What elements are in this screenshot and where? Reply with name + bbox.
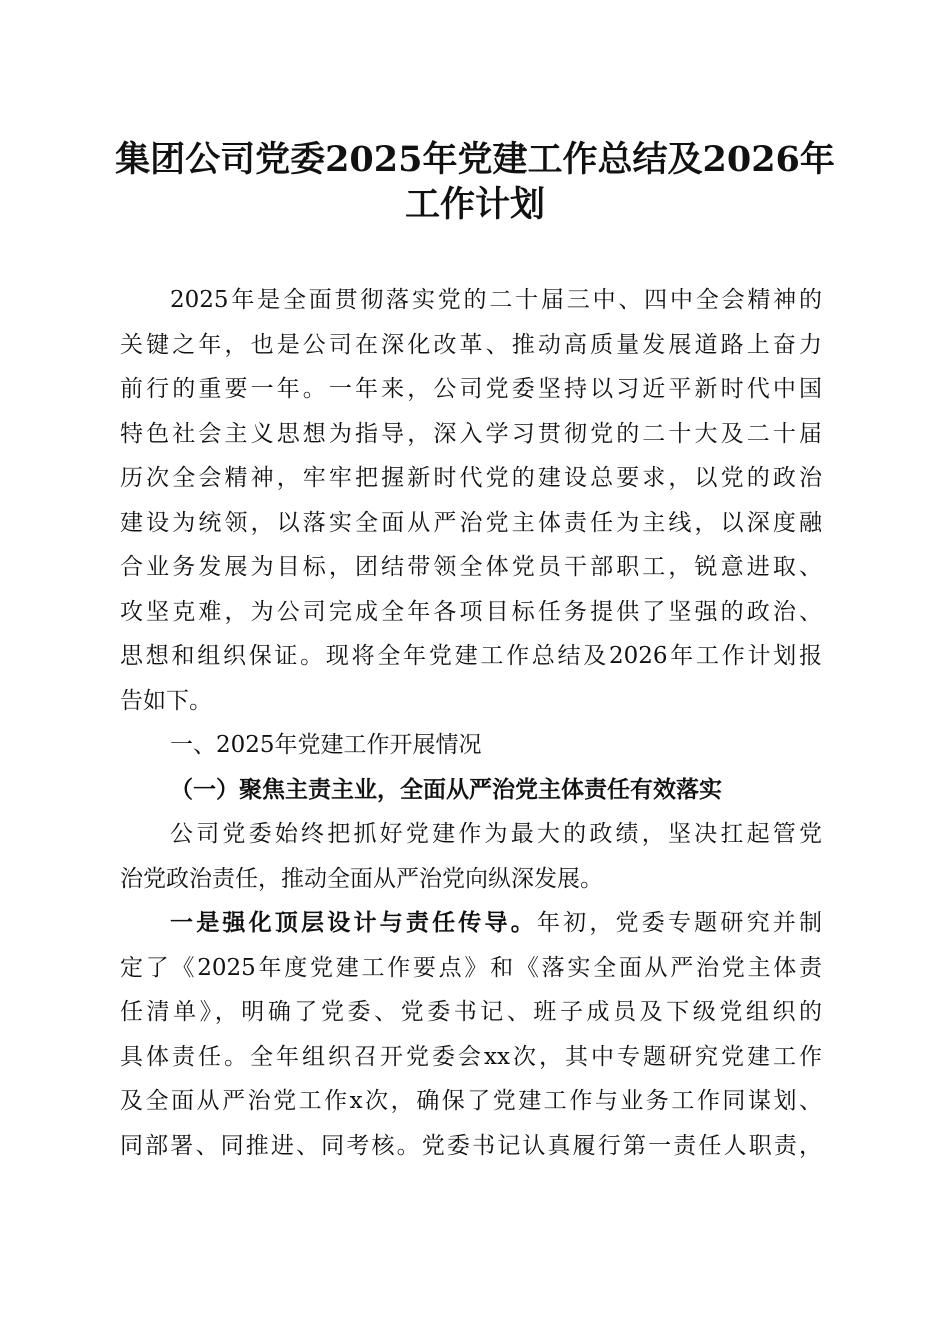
text-line: 同部署、同推进、同考核。党委书记认真履行第一责任人职责， — [120, 1132, 822, 1159]
text-line: 关键之年，也是公司在深化改革、推动高质量发展道路上奋力 — [120, 331, 822, 358]
intro-paragraph — [120, 278, 822, 723]
text-line: 特色社会主义思想为指导，深入学习贯彻党的二十大及二十届 — [120, 420, 822, 447]
text-line: 公司党委始终把抓好党建作为最大的政绩，坚决扛起管党 — [170, 821, 822, 847]
text-line: 任清单》，明确了党委、党委书记、班子成员及下级党组织的 — [120, 999, 822, 1025]
text-line: 思想和组织保证。现将全年党建工作总结及2026年工作计划报 — [120, 643, 822, 669]
text-line: 攻坚克难，为公司完成全年各项目标任务提供了坚强的政治、 — [120, 598, 822, 625]
paragraph-1 — [120, 812, 822, 901]
text-line — [120, 901, 822, 946]
text-line: 合业务发展为目标，团结带领全体党员干部职工，锐意进取、 — [120, 554, 822, 580]
text-line: 治党政治责任，推动全面从严治党向纵深发展。 — [120, 865, 603, 892]
text-line: 2025年是全面贯彻落实党的二十届三中、四中全会精神的 — [170, 287, 822, 313]
text-line: 及全面从严治党工作x次，确保了党建工作与业务工作同谋划、 — [120, 1088, 822, 1114]
title-line-1: 集团公司党委2025年党建工作总结及2026年 — [115, 139, 835, 180]
section-heading-2: （一）聚焦主责主业，全面从严治党主体责任有效落实 — [170, 775, 722, 803]
text-line: 具体责任。全年组织召开党委会xx次，其中专题研究党建工作 — [120, 1043, 822, 1070]
paragraph-lead: 一是强化顶层设计与责任传导。 — [170, 909, 537, 936]
section-heading-1: 一、2025年党建工作开展情况 — [170, 732, 482, 758]
document-body — [120, 278, 822, 1168]
text-line: 告如下。 — [120, 687, 212, 714]
text-line: 历次全会精神，牢牢把握新时代党的建设总要求，以党的政治 — [120, 465, 822, 491]
text-line: 定了《2025年度党建工作要点》和《落实全面从严治党主体责 — [120, 954, 822, 981]
paragraph-2 — [120, 901, 822, 1168]
title-line-2: 工作计划 — [404, 184, 545, 225]
text-line: 建设为统领，以落实全面从严治党主体责任为主线，以深度融 — [120, 509, 822, 536]
document-title — [0, 137, 950, 227]
text-span: 年初，党委专题研究并制 — [536, 910, 822, 936]
text-line: 前行的重要一年。一年来，公司党委坚持以习近平新时代中国 — [120, 376, 822, 402]
